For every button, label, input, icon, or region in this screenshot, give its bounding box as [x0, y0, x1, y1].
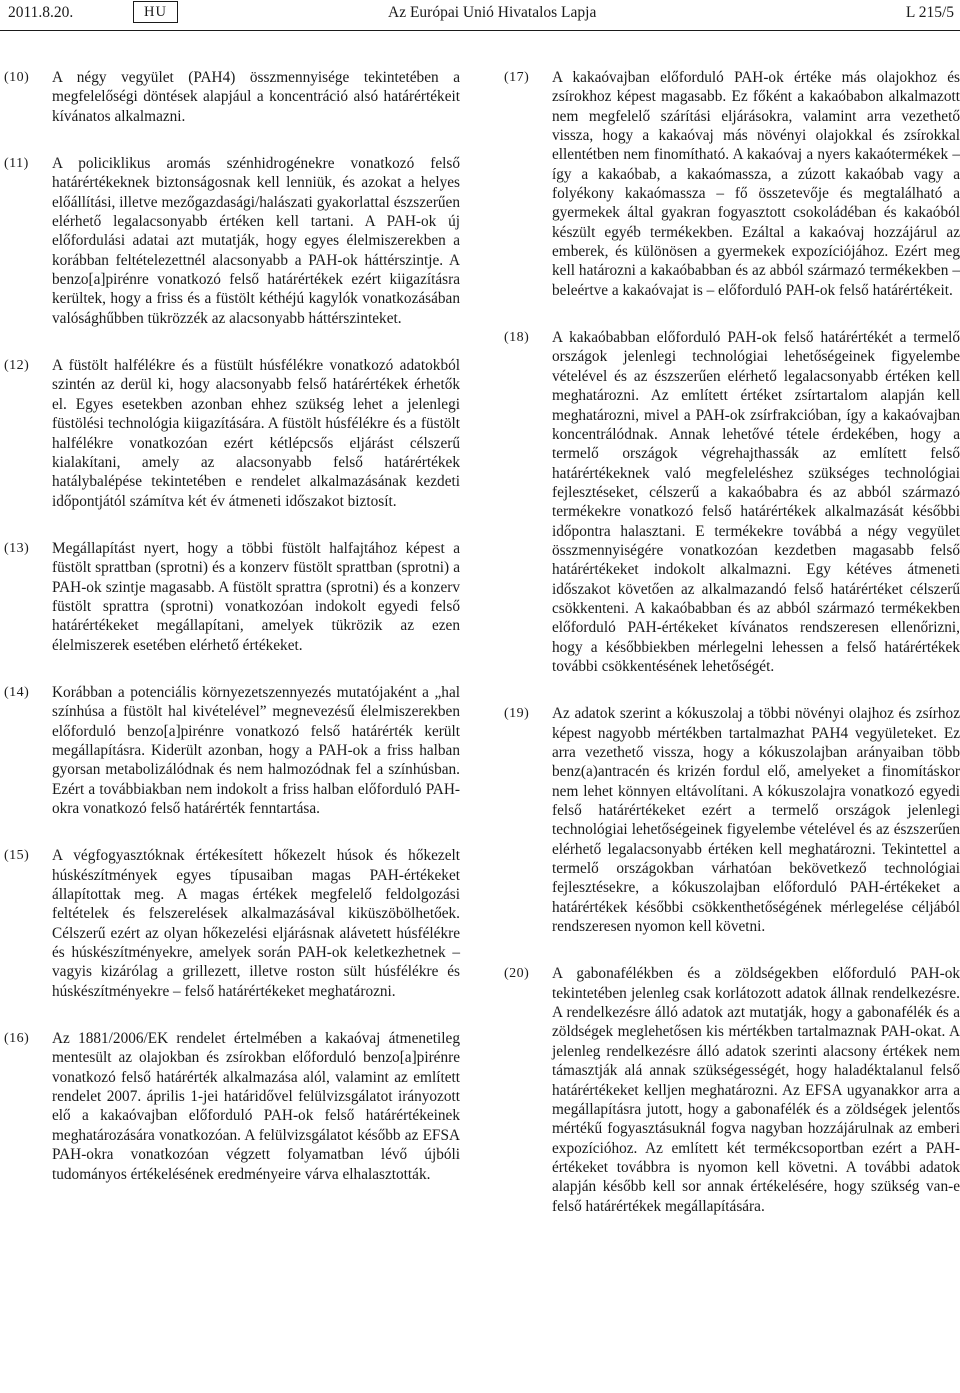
- recital-18: [500, 328, 960, 676]
- recital-14: [0, 683, 460, 818]
- recital-number: (18): [504, 330, 530, 346]
- recital-text: A kakaóvajban előforduló PAH-ok értéke más olajokhoz és zsírokhoz képest magasabb. Ez főként a kakaóbabon alkalmazott nem megfelelő szárítási eljárásokra, valamint arra vezethető vissza, hogy a kakaóvaj más növényi olajokkal és zsírokkal ellentétben nem finomítható. A kakaóvaj a nyers kakaótermékek – így a kakaóbab, a kakaómassza, a zúzott kakaóbab vagy a folyékony kakaómassza – fő összetevője és megtalálható a gyermekek által gyakran fogyasztott csokoládéban és kakaóból készült egyéb termékekben. Ezáltal a kakaóvaj hozzájárul az emberek, és különösen a gyermekek expozíciójához. Ezért meg kell határozni a kakaóbabban és az abból származó termékekben – beleértve a kakaóvajat is – előforduló PAH-ok felső határértékeit.: [552, 69, 960, 299]
- recital-text: A kakaóbabban előforduló PAH-ok felső határértékét a termelő országok jelenlegi technológiai lehetőségeinek figyelembe vételével és az észszerűen elérhető legalacsonyabb értéken kell meghatározni. Az említett értéket zsírtartalom alapján kell meghatározni, mivel a PAH-ok zsírfrakcióban, így a kakaóvajban koncentrálódnak. Annak lehetővé tétele érdekében, hogy a termelő országok végrehajthassák az említett felső határértékeknek való megfeleléshez szükséges technológiai fejlesztéseket, célszerű a kakaóbabra és az abból származó termékekre vonatkozó felső határértékek alkalmazását későbbi időpontra halasztani. E termékekre továbbá a négy vegyület összmennyiségére vonatkozóan kezdetben magasabb felső határértékeket indokolt alkalmazni. Egy kétéves átmeneti időszakot követően az alkalmazandó felső határértéket célszerű csökkenteni. A kakaóbabban és az abból származó termékekben előforduló PAH-értékeket kívánatos rendszeresen ellenőrizni, hogy a későbbiekben mérlegelni lehessen a felső határértékek további csökkentésének lehetőségét.: [552, 329, 960, 675]
- recital-number: (12): [4, 358, 30, 374]
- page-header: [0, 0, 960, 30]
- recital-20: [500, 964, 960, 1215]
- recital-number: (19): [504, 706, 530, 722]
- recital-text: A végfogyasztóknak értékesített hőkezelt húsok és hőkezelt húskészítmények egyes típusaiban magas PAH-értékeket állapítottak meg. A magas értékek megfelelő feldolgozási feltételek és felszerelések alkalmazásával kiküszöbölhetőek. Célszerű ezért az olyan hőkezelési eljárásnak alávetett húsfélékre és húskészítményekre, amelyek során PAH-ok keletkezhetnek – vagyis kizárólag a grillezett, illetve roston sült húsfélékre és húskészítményekre – felső határértékeket meghatározni.: [52, 847, 460, 1000]
- recital-10: [0, 68, 460, 126]
- recital-number: (10): [4, 70, 30, 85]
- journal-title: Az Európai Unió Hivatalos Lapja: [388, 4, 597, 21]
- recital-number: (11): [4, 156, 29, 172]
- recital-text: A négy vegyület (PAH4) összmennyisége tekintetében a megfelelőségi döntések alapjául a koncentráció alsó határértékeit kívánatos alkalmazni.: [52, 69, 460, 125]
- recital-13: [0, 539, 460, 655]
- recital-11: [0, 154, 460, 328]
- recital-number: (16): [4, 1031, 30, 1047]
- recital-text: Korábban a potenciális környezetszennyezés mutatójaként a „hal színhúsa a füstölt hal kivételével” megnevezésű élelmiszerekben előforduló benzo[a]pirénre vonatkozó felső határérték került megállapításra. Kiderült azonban, hogy a PAH-ok a friss halban gyorsan metabolizálódnak és nem halmozódnak fel a színhúsban. Ezért a továbbiakban nem indokolt a friss halban előforduló PAH-okra vonatkozó felső határérték fenntartása.: [52, 683, 460, 817]
- recital-text: A policiklikus aromás szénhidrogénekre vonatkozó felső határértékeknek biztonságosnak kell lenniük, és azokat a helyes előállítási, illetve mezőgazdasági/halászati gyakorlattal észszerűen elérhető legalacsonyabb értéken kell tartani. A PAH-ok új előfordulási adatai azt mutatják, hogy egyes élelmiszerekben a korábban feltételezettnél alacsonyabb a PAH-ok háttérszintje. A benzo[a]pirénre vonatkozó felső határértékek ezért kiigazításra kerültek, hogy a friss és a füstölt kéthéjú kagylók vonatkozásában valósághűbben tükrözzék az alacsonyabb háttérszinteket.: [52, 155, 460, 327]
- page-reference: L 215/5: [905, 4, 954, 21]
- recital-text: A gabonafélékben és a zöldségekben előforduló PAH-ok tekintetében jelenleg csak korlátozott adatok állnak rendelkezésre. A rendelkezésre álló adatok azt mutatják, hogy a gabonafélék és a zöldségek meglehetősen kis mértékben tartalmaznak PAH-okat. A jelenleg rendelkezésre álló adatok szerinti alacsony értékek nem támasztják alá annak szükségességét, hogy haladéktalanul felső határértékeket kelljen meghatározni. Az EFSA ugyanakkor arra a megállapításra jutott, hogy a gabonafélék és a zöldségek jelentős mértékű fogyasztásuknál fogva nagyban hozzájárulnak az emberi expozícióhoz. Az említett két termékcsoportban ezért a PAH-értékeket továbbra is nyomon kell követni. A további adatok alapján később kell sor annak értékelésére, hogy szükség van-e felső határértékek megállapítására.: [552, 965, 960, 1215]
- recital-number: (14): [4, 684, 30, 700]
- recital-text: Az 1881/2006/EK rendelet értelmében a kakaóvaj átmenetileg mentesült az olajokban és zsírokban előforduló benzo[a]pirénre vonatkozó felső határérték alkalmazása alól, valamint az említett rendelet 2007. április 1-jei határidővel felülvizsgálatot irányozott elő a kakaóvajban előforduló PAH-ok felső határértékeinek meghatározására vonatkozóan. A felülvizsgálatot később az EFSA PAH-okra vonatkozóan végzett folyamatban lévő újbóli tudományos értékelésének eredményeire várva elhalasztották.: [52, 1030, 460, 1183]
- recital-19: [500, 704, 960, 936]
- recital-number: (13): [4, 540, 30, 556]
- recital-12: [0, 356, 460, 511]
- recital-number: (20): [504, 966, 530, 982]
- right-column: [500, 68, 960, 1244]
- recital-number: (15): [4, 848, 30, 864]
- recital-15: [0, 846, 460, 1001]
- recital-number: (17): [504, 70, 530, 85]
- recital-text: Az adatok szerint a kókuszolaj a többi növényi olajhoz és zsírhoz képest nagyobb mértékben tartalmazhat PAH4 vegyületeket. Ez arra vezethető vissza, hogy a kókuszolajban arányaiban több benz(a)antracén és krizén fordul elő, amelyeket a finomításkor nem lehet könnyen eltávolítani. A kókuszolajra vonatkozó egyedi felső határértékeket ezért a termelő országok jelenlegi technológiai lehetőségeinek figyelembe vételével és az észszerűen elérhető legalacsonyabb értéken kell meghatározni. Tekintettel a termelő országokban várhatóan bekövetkező technológiai fejlesztésekre, a kókuszolajban előforduló PAH-értékeket a határértékek későbbi csökkenthetőségének mérlegelése céljából rendszeresen nyomon kell követni.: [552, 705, 960, 936]
- recital-17: [500, 68, 960, 300]
- recital-text: A füstölt halfélékre és a füstült húsfélékre vonatkozó adatokból szintén az derül ki, hogy alacsonyabb felső határértékek érhetők el. Egyes esetekben azonban ehhez szükség lehet a jelenlegi füstölési technológia kiigazítására. A füstölt húsfélékre és a füstölt halfélékre vonatkozóan ezért kétlépcsős eljárást célszerű kialakítani, amely az alacsonyabb felső határértékek hatálybalépése tekintetében e rendelet alkalmazásának kezdeti időpontjától számítva két év átmeneti időszakot biztosít.: [52, 357, 460, 510]
- recital-16: [0, 1029, 460, 1184]
- header-rule: [0, 30, 960, 31]
- language-badge: HU: [133, 1, 178, 23]
- publication-date: 2011.8.20.: [8, 4, 74, 21]
- left-column: [0, 68, 460, 1212]
- recital-text: Megállapítást nyert, hogy a többi füstölt halfajtához képest a füstölt sprattban (sprotni) és a konzerv füstölt sprattban (sprotni) a PAH-ok szintje magasabb. A füstölt sprattra (sprotni) és a konzerv füstölt sprattra (sprotni) vonatkozóan indokolt egyedi felső határértékeket megállapítani, amelyek tükrözik az ezen élelmiszerek esetében elérhető értékeket.: [52, 539, 460, 654]
